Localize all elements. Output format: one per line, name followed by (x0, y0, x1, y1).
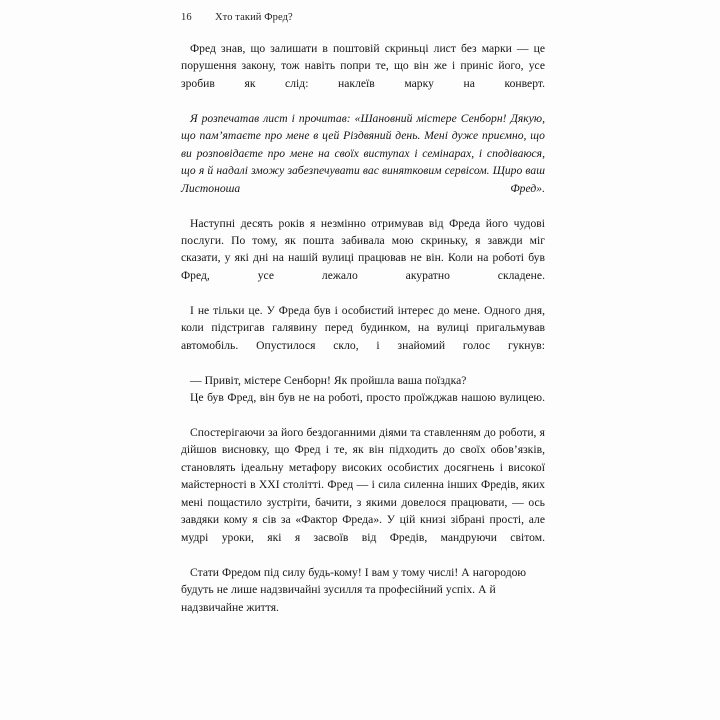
paragraph: Спостерігаючи за його бездоганними діями та ставленням до роботи, я дійшов висновку, що Фред і те, як він підходить до своїх обов’язків, становлять ідеальну метафору високих особистих досягнень і високої майстерності в XXI столітті. Фред — і сила силенна інших Фредів, яких мені пощастило зустріти, бачити, з якими довелося працювати, — ось завдяки кому я сів за «Фактор Фреда». У цій книзі зібрані прості, але мудрі уроки, які я засвоїв від Фредів, мандруючи світом. (181, 425, 545, 544)
paragraph: Фред знав, що залишати в поштовій скриньці лист без марки — це порушення закону, тож навіть попри те, що він же і приніс його, усе зробив як слід: наклеїв марку на конверт. (181, 42, 545, 90)
paragraph-letter-quote: Я розпечатав лист і прочитав: «Шановний містере Сенборн! Дякую, що пам’ятаєте про мене в цей Різдвяний день. Мені дуже приємно, що ви розповідаєте про мене на своїх виступах і семінарах, і сподіваюся, що я й надалі зможу забезпечувати вас винятковим сервісом. Щиро ваш Листоноша Фред». (181, 111, 545, 195)
paragraph-dialogue-line: — Привіт, містере Сенборн! Як пройшла ваша поїздка? (190, 373, 467, 387)
running-head-title: Хто такий Фред? (215, 12, 293, 23)
paragraph: І не тільки це. У Фреда був і особистий інтерес до мене. Одного дня, коли підстригав галявину перед будинком, на вулиці пригальмував автомобіль. Опустилося скло, і знайомий голос гукнув: (181, 303, 545, 352)
paragraph: Стати Фредом під силу будь-кому! І вам у тому числі! А нагородою будуть не лише надзвичайні зусилля та професійний успіх. А й надзвичайне життя. (181, 565, 527, 614)
paragraph: Наступні десять років я незмінно отримував від Фреда його чудові послуги. По тому, як пошта забивала мою скриньку, я завжди міг сказати, у які дні на нашій вулиці працював не він. Коли на роботі був Фред, усе лежало акуратно складене. (181, 216, 545, 282)
page-number: 16 (181, 12, 192, 23)
paragraph: Це був Фред, він був не на роботі, просто проїжджав нашою вулицею. (190, 391, 545, 405)
running-head (181, 12, 545, 28)
body-text-block (181, 40, 545, 616)
